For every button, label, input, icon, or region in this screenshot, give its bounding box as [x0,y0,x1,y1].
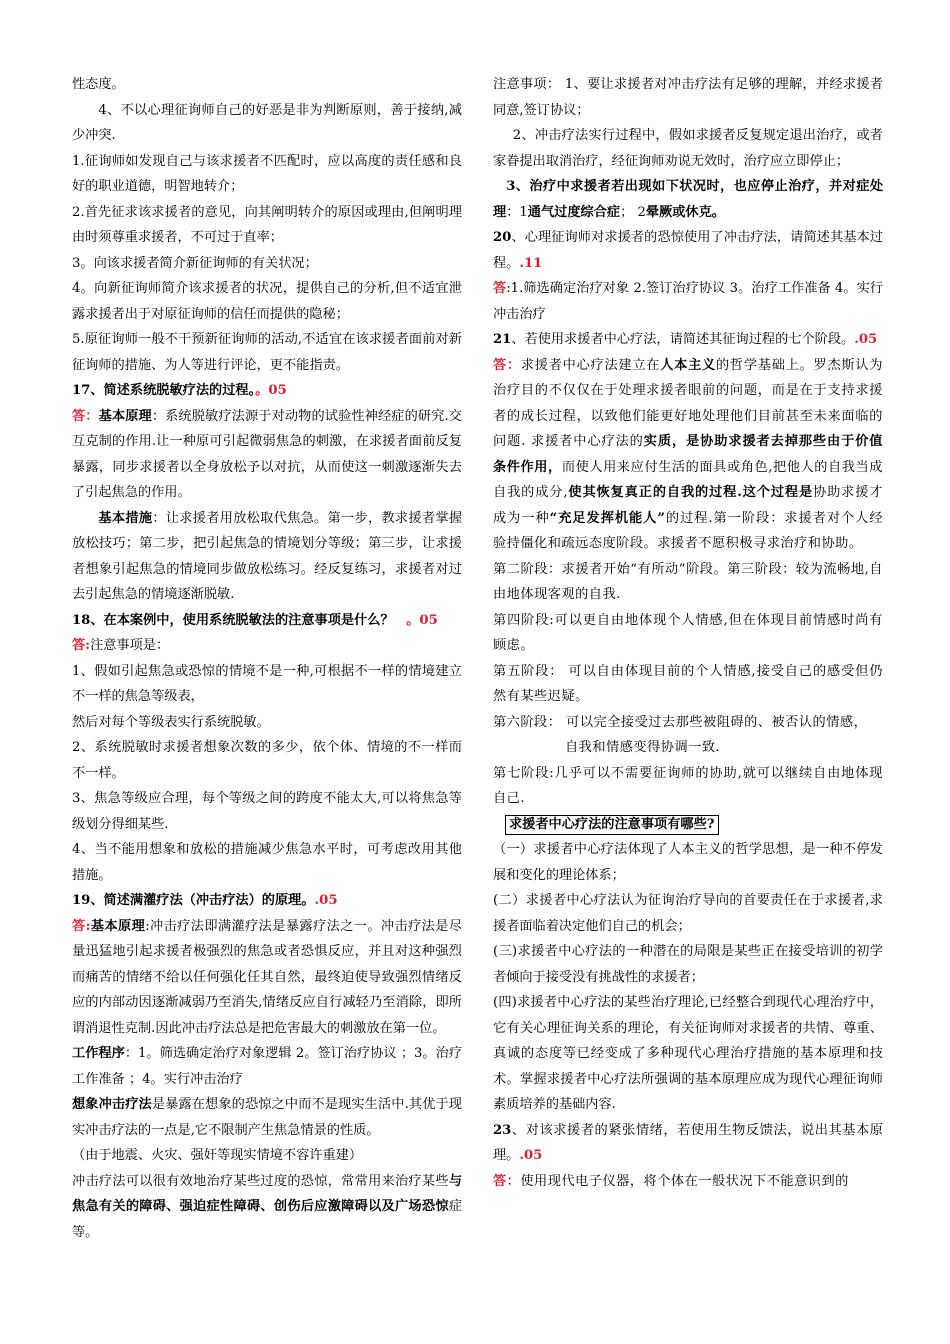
paragraph: 1、假如引起焦急或恐惊的情境不是一种,可根据不一样的情境建立不一样的焦急等级表， [72,663,462,704]
number: 3、 [506,179,530,194]
question-17 [72,378,462,404]
paragraph: （由于地震、火灾、强奸等现实情境不容许重建） [72,1148,363,1163]
bold-text: 人本主义 [660,357,716,373]
right-column [493,72,883,1194]
stage-7: 第七阶段:几乎可以不需要征询师的协助,就可以继续自由地体现自己. [493,765,883,806]
bold-text: “充足发挥机能人” [549,510,666,526]
answer-label: 答: [72,918,91,934]
question-mark: .05 [519,1148,543,1163]
procedure-text: ：1。筛选确定治疗对象逻辑 2。签订治疗协议 ；3。治疗工作准备 ；4。实行冲击治疗 [72,1046,463,1087]
answer-label: 答： [493,357,521,373]
question-23 [493,1118,883,1169]
text: 协助求援才成为一种 [493,485,883,526]
paragraph: 4。向新征询师简介该求援者的状况，提供自己的分析,但不适宜泄露求援者出于对原征询师的信任而提供的隐秘； [72,281,462,322]
note-1: （一）求援者中心疗法体现了人本主义的哲学思想，是一种不停发展和变化的理论体系； [493,842,883,883]
uses-end: 症等。 [72,1199,462,1240]
paragraph: 4、不以心理征询师自己的好恶是非为判断原则，善于接纳,减少冲突. [72,102,462,143]
paragraph: 2、系统脱敏时求援者想象次数的多少，依个体、情境的不一样而不一样。 [72,740,462,781]
note-3: (三)求援者中心疗法的一种潜在的局限是某些正在接受培训的初学者倾向于接受没有挑战性的求援者； [493,944,883,985]
paragraph: 4、当不能用想象和放松的措施减少焦急水平时，可考虑改用其他措施。 [72,842,462,883]
text: 的哲学基础上。罗杰斯认为治疗目的不仅仅在于处理求援者眼前的问题，而是在于支持求援者的成长过程，以致他们能更好地处理他们目前甚至未来面临的问题. 求援者中心疗法的 [493,357,883,449]
term-label: 想象冲击疗法 [72,1097,152,1112]
answer-20 [493,276,883,327]
answer-subtitle: 基本原理 [98,408,152,424]
boxed-heading-row [493,812,883,838]
paragraph: 性态度。 [72,77,125,92]
text: ； 2 [620,204,646,220]
question-mark: 。05 [255,383,287,398]
stage-2-3: 第二阶段：求援者开始“有所动”阶段。第三阶段：较为流畅地,自由地体现客观的自我. [493,561,883,602]
answer-label: 答： [72,408,99,424]
bold-text: 实质，是协助求援者去掉那些由于价值条件作用， [493,434,883,475]
stage-6-cont: 自我和情感变得协调一致. [565,740,721,755]
answer-text: :1.筛选确定治疗对象 2.签订治疗协议 3。治疗工作准备 4。实行冲击治疗 [493,281,883,322]
answer-23 [493,1169,883,1195]
question-19 [72,888,462,914]
answer-subtitle: 基本原理 [90,918,146,934]
answer-text: ：使用现代电子仪器，将个体在一般状况下不能意识到的 [506,1173,849,1189]
left-column [72,72,462,1245]
paragraph: 1.征询师如发现自己与该求援者不匹配时，应以高度的责任感和良好的职业道德，明智地转介； [72,153,462,194]
question-mark: .05 [854,332,878,347]
question-title: 、心理征询师对求援者的恐惊使用了冲击疗法，请简述其基本过程。 [493,230,883,271]
question-mark: .11 [519,255,543,271]
question-20 [493,225,883,276]
paragraph: 3、焦急等级应合理，每个等级之间的跨度不能太大,可以将焦急等级划分得细某些. [72,791,462,832]
uses-bold: 与焦急有关的障碍、强迫症性障碍、创伤后应激障碍以及广场恐惊 [72,1173,462,1214]
paragraph: 3。向该求援者简介新征询师的有关状况； [72,255,318,271]
paragraph: 注意事项： 1、要让求援者对冲击疗法有足够的理解，并经求援者同意,签订协议； [493,77,883,118]
question-mark: 。05 [406,612,438,628]
boxed-heading: 求援者中心疗法的注意事项有哪些? [505,815,719,835]
paragraph: 2.首先征求该求援者的意见，向其阐明转介的原因或理由,但阐明理由时须尊重求援者，不可过于直率； [72,204,462,245]
question-18 [72,608,462,634]
answer-text: :冲击疗法即满灌疗法是暴露疗法之一。冲击疗法是尽量迅猛地引起求援者极强烈的焦急或者恐惧反应，并且对这种强烈而痛苦的情绪不给以任何强化任其自然，最终迫使导致强烈情绪反应的内部动因逐渐减弱乃至消失,情绪反应自行减轻乃至消除，即所谓消退性克制.因此冲击疗法总是把危害最大的刺激放在第一位。 [72,918,462,1036]
text: ：1 [506,204,528,220]
text: 求援者中心疗法建立在 [520,357,661,373]
term-text: 是暴露在想象的恐惊之中而不是现实生活中.其优于现实冲击疗法的一点是,它不限制产生焦急情景的性质。 [72,1097,462,1138]
bold-text: 通气过度综合症 [527,204,621,220]
answer-subtitle: 基本措施 [98,510,153,526]
procedure-label: 工作程序 [72,1046,125,1061]
answer-19 [72,914,462,1042]
stage-4: 第四阶段:可以更自由地体现个人情感,但在体现目前情感时尚有顾虑。 [493,612,883,653]
paragraph: 然后对每个等级表实行系统脱敏。 [72,714,270,730]
answer-label: 答 [493,281,507,296]
question-number: 23 [493,1122,512,1138]
question-number: 21 [493,332,512,347]
answer-text: ：系统脱敏疗法源于对动物的试验性神经症的研究.交互克制的作用.让一种原可引起微弱焦急的刺激，在求援者面前反复暴露，同步求援者以全身放松予以对抗，从而使这一刺激逐渐失去了引起焦急的作用。 [72,408,462,500]
question-21 [493,327,883,353]
stop-conditions [493,174,883,225]
question-title: 18、在本案例中，使用系统脱敏法的注意事项是什么？ [72,612,394,628]
question-title: 、若使用求援者中心疗法，请简述其征询过程的七个阶段。 [511,332,855,347]
answer-17 [72,404,462,506]
text: 的过程.第一阶段：求援者对个人经验持僵化和疏远态度阶段。求援者不愿积极寻求治疗和协助。 [493,510,884,551]
question-mark: .05 [314,893,338,908]
stage-6: 第六阶段： 可以完全接受过去那些被阻碍的、被否认的情感， [493,714,868,730]
imaginal-flooding [72,1092,462,1143]
answer-text: ：让求援者用放松取代焦急。第一步，教求援者掌握放松技巧；第二步，把引起焦急的情境划分等级；第三步，让求援者想象引起焦急的情境同步做放松练习。经反复练习，求援者对过去引起焦急的情境逐渐脱敏. [72,510,463,602]
question-title: 、对该求援者的紧张情绪，若使用生物反馈法，说出其基本原理。 [493,1122,883,1163]
answer-17-methods [72,506,462,608]
stage-5: 第五阶段： 可以自由体现目前的个人情感,接受自己的感受但仍然有某些迟疑。 [493,663,883,704]
flooding-uses [72,1169,462,1246]
answer-label: 答 [493,1173,507,1189]
question-title: 17、简述系统脱敏疗法的过程。 [72,383,256,398]
answer-label: 答: [72,638,91,653]
question-number: 20 [493,230,512,245]
text: 而使人用来应付生活的面具或角色,把他人的自我当成自我的成分, [493,459,883,500]
bold-text: 晕厥或休克。 [645,204,725,220]
answer-21 [493,353,883,557]
paragraph: 2、冲击疗法实行过程中，假如求援者反复规定退出治疗，或者家眷提出取消治疗，经征询师劝说无效时，治疗应立即停止； [493,128,883,169]
bold-text: 治疗中求援者若出现如下状况时，也应停止治疗，并对症处理 [493,179,884,220]
uses-text: 冲击疗法可以很有效地治疗某些过度的恐惊，常常用来治疗某些 [72,1173,449,1189]
paragraph: 5.原征询师一般不干预新征询师的活动,不适宜在该求援者面前对新征询师的措施、为人等进行评论，更不能指责。 [72,332,462,373]
work-procedure [72,1041,462,1092]
note-4: (四)求援者中心疗法的某些治疗理论,已经整合到现代心理治疗中，它有关心理征询关系的理论，有关征询师对求援者的共情、尊重、真诚的态度等已经变成了多种现代心理治疗措施的基本原理和技术。掌握求援者中心疗法所强调的基本原理应成为现代心理征询师素质培养的基础内容. [493,995,883,1112]
bold-text: 使其恢复真正的自我的过程.这个过程是 [568,485,814,500]
note-2: (二）求援者中心疗法认为征询治疗导向的首要责任在于求援者,求援者面临着决定他们自己的机会； [493,893,883,934]
question-title: 19、简述满灌疗法（冲击疗法）的原理。 [72,893,315,908]
answer-text: 注意事项是： [90,638,170,653]
answer-18 [72,633,462,659]
